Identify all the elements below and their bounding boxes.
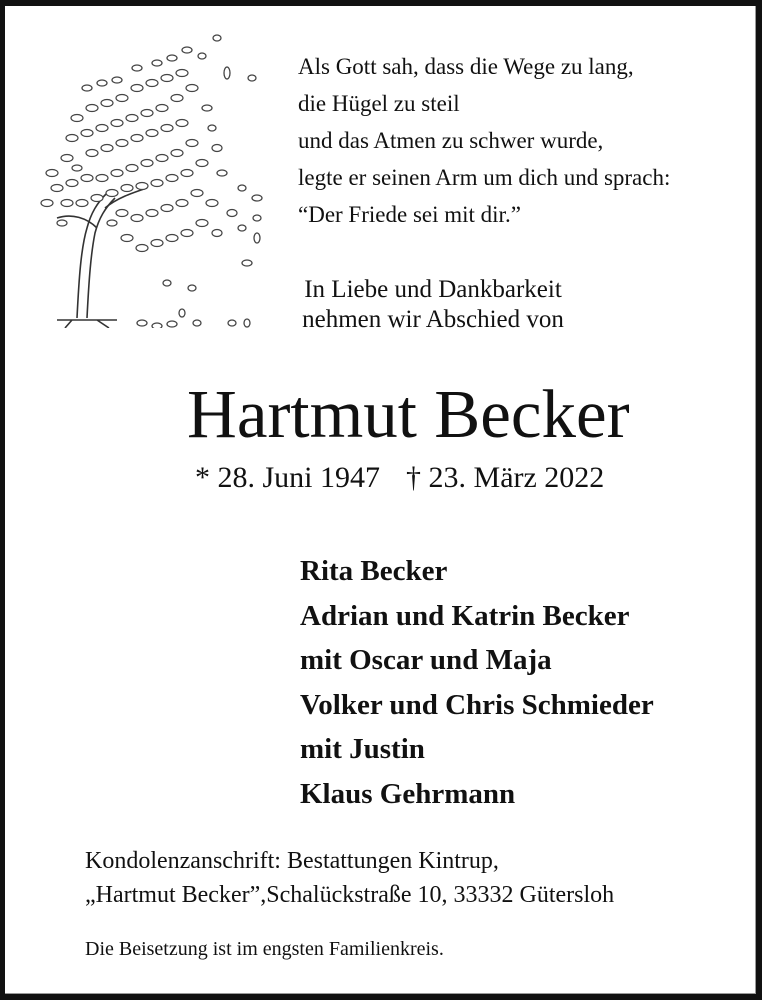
obituary-notice xyxy=(5,6,756,994)
mourner: mit Justin xyxy=(300,733,425,765)
poem-line: und das Atmen zu schwer wurde, xyxy=(298,128,604,153)
deceased-name: Hartmut Becker xyxy=(187,376,630,452)
death-date: † 23. März 2022 xyxy=(406,461,605,494)
intro-line-1: In Liebe und Dankbarkeit xyxy=(304,276,562,303)
condolence-address xyxy=(85,844,614,912)
address-line-1: Kondolenzanschrift: Bestattungen Kintrup, xyxy=(85,848,499,874)
mourner: Volker und Chris Schmieder xyxy=(300,688,654,721)
mourners-list xyxy=(300,549,654,816)
burial-note: Die Beisetzung ist im engsten Familienkreis. xyxy=(85,938,444,960)
poem xyxy=(298,48,670,233)
intro-line-2: nehmen wir Abschied von xyxy=(302,306,564,333)
address-line-2: „Hartmut Becker”,Schalückstraße 10, 33332 Gütersloh xyxy=(85,882,615,908)
poem-line: Als Gott sah, dass die Wege zu lang, xyxy=(298,54,634,79)
life-dates xyxy=(195,460,604,496)
mourner: Adrian und Katrin Becker xyxy=(300,599,630,632)
poem-line: legte er seinen Arm um dich und sprach: xyxy=(298,165,671,190)
mourner: Klaus Gehrmann xyxy=(300,777,516,810)
farewell-intro xyxy=(233,275,633,335)
poem-line: die Hügel zu steil xyxy=(298,91,460,116)
poem-line: “Der Friede sei mit dir.” xyxy=(298,202,521,227)
windblown-tree-icon xyxy=(17,28,267,328)
mourner: Rita Becker xyxy=(300,555,448,587)
birth-date: * 28. Juni 1947 xyxy=(195,461,381,494)
mourner: mit Oscar und Maja xyxy=(300,644,552,676)
